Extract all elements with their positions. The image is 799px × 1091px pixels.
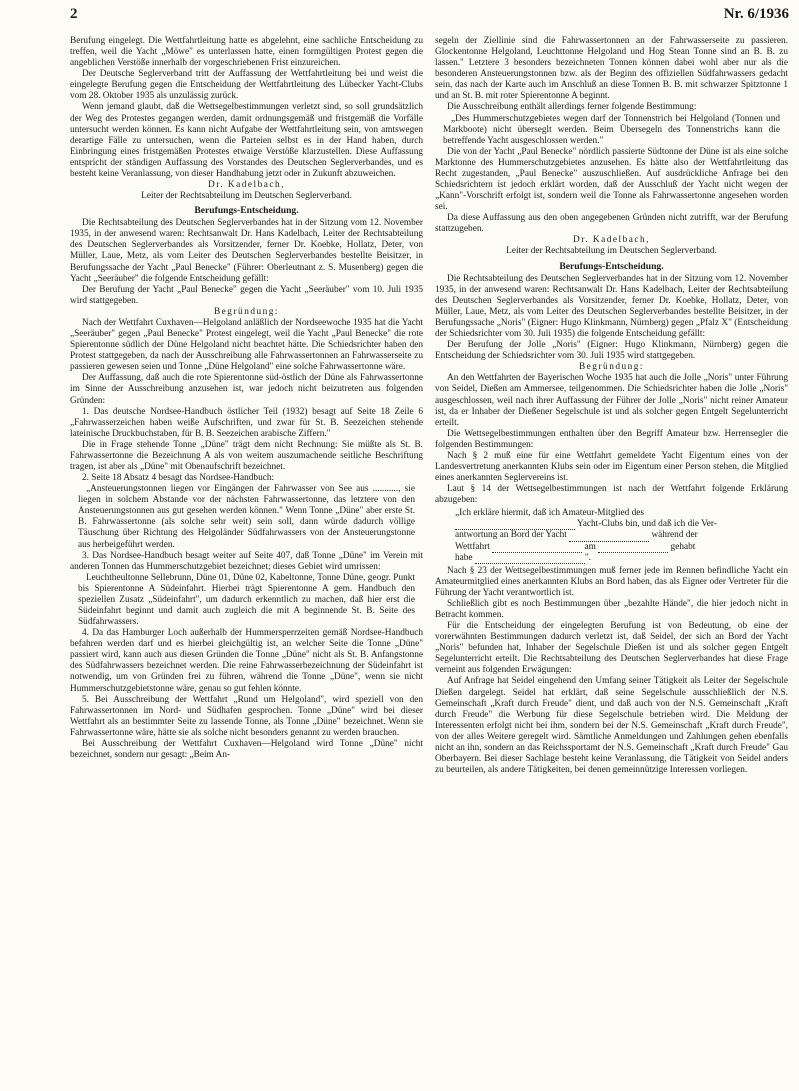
right-column — [435, 36, 788, 776]
form-text: „Ich erkläre hiermit, daß ich Amateur-Mitglied des — [455, 508, 645, 519]
paragraph: Laut § 14 der Wettsegelbestimmungen ist nach der Wettfahrt folgende Erklärung abzugeben: — [435, 484, 788, 506]
paragraph: 5. Bei Ausschreibung der Wettfahrt „Rund um Helgoland", wird speziell von den Fahrwassertonnen im Nord- und Südhafen gesprochen. Tonne „Düne" wird bei dieser Wettfahrt als an bestimmter Seite zu lassende Tonne, als Tonne „Düne" bezeichnet. Wenn sie Fahrwassertonne wäre, hätte sie als solche nicht besonders genannt zu werden brauchen. — [70, 694, 423, 738]
issue-number: Nr. 6/1936 — [723, 6, 789, 22]
paragraph: 2. Seite 18 Absatz 4 besagt das Nordsee-Handbuch: — [82, 473, 275, 484]
paragraph: An den Wettfahrten der Bayerischen Woche 1935 hat auch die Jolle „Noris" unter Führung von Seidel, Dießen am Ammersee, teilgenommen. Die Schiedsrichter haben die Jolle „Noris" ausgeschlossen, weil nach ihrer Auffassung der Führer der Jolle „Noris" nicht reiner Amateur ist, da er Inhaber der Dießener Segelschule ist und als solcher gegen Entgelt Segelunterricht erteilt. — [435, 373, 788, 428]
form-blank — [475, 554, 585, 564]
form-text: gehabt — [670, 541, 696, 552]
left-column — [70, 36, 423, 776]
quote: „Des Hummerschutzgebietes wegen darf der Tonnenstrich bei Helgoland (Tonnen und Markboote) nicht überseglt werden. Beim Übersegeln des Tonnenstrichs kann die betreffende Yacht ausgeschlossen werden." — [443, 113, 780, 146]
paragraph: Nach der Wettfahrt Cuxhaven—Helgoland anläßlich der Nordseewoche 1935 hat die Yacht „Seeräuber" gegen „Paul Benecke" Protest eingelegt, weil die Yacht „Paul Benecke" die rote Spierentonne südlich der Düne Helgoland nicht beachtet hätte. Die Schiedsrichter haben den Protest stattgegeben, da nach der Ausschreibung alle Fahrwassertonnen an Fahrwasserseite zu passieren gewesen seien und Tonne „Düne Helgoland" eine solche Fahrwassertonne wäre. — [70, 317, 423, 373]
form-text: antwortung an Bord der Yacht — [455, 530, 567, 541]
form-blank — [569, 532, 649, 542]
form-text: Yacht-Clubs bin, und daß ich die Ver- — [576, 519, 717, 530]
form-blank — [455, 520, 575, 530]
section-heading: Berufungs-Entscheidung. — [559, 260, 664, 272]
signature-name: Dr. Kadelbach, — [572, 235, 651, 246]
paragraph: Auf Anfrage hat Seidel eingehend den Umfang seiner Tätigkeit als Leiter der Segelschule Dießen dargelegt. Seidel hat erklärt, daß seine Segelschule ausschließlich der N.S. Gemeinschaft „Kraft durch Freude" dient, und daß auch von der N.S. Gemeinschaft „Kraft durch Freude" die Werbung für diese Segelschule betrieben wird. Die Meldung der Interessenten erfolgt nicht bei ihm, sondern bei der N.S. Gemeinschaft „Kraft durch Freude", von der alles Weitere geregelt wird. Sämtliche Anmeldungen und Zahlungen gehen ebenfalls nicht an ihn, sondern an das Reichssportamt der N.S. Gemeinschaft „Kraft durch Freude" Gau Oberbayern. Bei dieser Sachlage besteht keine Veranlassung, die Tätigkeit von Seidel anders zu beurteilen, als andere Tätigkeiten, bei denen gemeinnützige Interessen vorliegen. — [435, 676, 788, 776]
form-text: habe — [455, 552, 473, 563]
paragraph: Schließlich gibt es noch Bestimmungen über „bezahlte Hände", die hier jedoch nicht in Betracht kommen. — [435, 598, 788, 620]
section-heading: Berufungs-Entscheidung. — [194, 205, 299, 217]
paragraph: Die Ausschreibung enthält allerdings ferner folgende Bestimmung: — [447, 102, 697, 113]
paragraph: Der Berufung der Yacht „Paul Benecke" gegen die Yacht „Seeräuber" vom 10. Juli 1935 wird stattgegeben. — [70, 284, 423, 306]
quote: „Ansteuerungstonnen liegen vor Eingängen der Fahrwasser von See aus ..........., sie liegen in solchem Abstande vor der nächsten Fahrwassertonne, das letztere von den Ansteuerungstonnen aus gut gesehen werden können." Wenn Tonne „Düne" aber erste St. B. Fahrwassertonne (als solche sehr weit) sein soll, dann würde dadurch völlige Täuschung über Richtung des Helgoländer Südfahrwassers von der Ansteuerungstonne aus herbeigeführt werden. — [78, 484, 415, 550]
columns — [70, 36, 789, 776]
running-head — [70, 6, 789, 36]
form-blank — [492, 543, 582, 553]
paragraph: Der Deutsche Seglerverband tritt der Auffassung der Wettfahrtleitung bei und weist die eingelegte Berufung gegen die Entscheidung der Wettfahrtleitung des Lübecker Yacht-Clubs vom 28. Oktober 1935 als unzulässig zurück. — [70, 69, 423, 102]
paragraph: Da diese Auffassung aus den oben angegebenen Gründen nicht zutrifft, war der Berufung stattzugeben. — [435, 213, 788, 235]
paragraph: 1. Das deutsche Nordsee-Handbuch östlicher Teil (1932) besagt auf Seite 18 Zeile 6 „Fahrwasserzeichen haben weiße Aufschriften, und zwar für St. B. Seezeichen stehende lateinische Druckbuchstaben, für B. B. Seezeichen arabische Ziffern." — [70, 406, 423, 439]
paragraph: segeln der Ziellinie sind die Fahrwassertonnen an der Fahrwasserseite zu passieren. Glockentonne Helgoland, Leuchttonne Helgoland und Hog Stean Tonne sind an B. B. zu lassen." Letztere 3 besonders bezeichneten Tonnen können dabei wohl aber nur als die besonderen Ansteuerungstonnen bzw. als der Beginn des offiziellen Südfahrwassers gedacht sein, das nach der Karte auch im Anschluß an diese Tonnen B. B. mit schwarzer Spitztonne 1 und an St. B. mit roter Spierentonne A beginnt. — [435, 36, 788, 102]
signature-name: Dr. Kadelbach, — [207, 180, 286, 191]
paragraph: Die Wettsegelbestimmungen enthalten über den Begriff Amateur bzw. Herrensegler die folgenden Bestimmungen: — [435, 428, 788, 450]
paragraph: Die Rechtsabteilung des Deutschen Seglerverbandes hat in der Sitzung vom 12. November 1935, in der anwesend waren: Rechtsanwalt Dr. Hans Kadelbach, Leiter der Rechtsabteilung des Deutschen Seglerverbandes als Vorsitzender, ferner Dr. Koebke, Hollatz, Deter, von Müller, Laue, Metz, als vom Leiter des Deutschen Seglerverbandes bestellte Beisitzer, in Berufungssache der Yacht „Paul Benecke" (Führer: Oberleutnant z. S. Musenberg) gegen die Yacht „Seeräuber" die folgende Entscheidung gefällt: — [70, 218, 423, 284]
paragraph: Die Rechtsabteilung des Deutschen Seglerverbandes hat in der Sitzung vom 12. November 1935, in der anwesend waren: Rechtsanwalt Dr. Hans Kadelbach, Leiter der Rechtsabteilung des Deutschen Seglerverbandes als Vorsitzender, ferner Dr. Koebke, Hollatz, Deter, von Müller, Laue, Metz, als vom Leiter des Deutschen Seglerverbandes bestellte Beisitzer, in der Berufungssache „Noris" (Eigner: Hugo Klinkmann, Nürnberg) gegen „Pfalz X" (Entscheidung der Schiedsrichter vom 30. Juli 1935) die folgende Entscheidung gefällt: — [435, 273, 788, 340]
declaration-form — [455, 508, 778, 563]
form-text: am — [584, 541, 596, 552]
paragraph: Der Berufung der Jolle „Noris" (Eigner: Hugo Klinkmann, Nürnberg) gegen die Entscheidung der Schiedsrichter vom 30. Juli 1935 wird stattgegeben. — [435, 340, 788, 362]
form-text: während der — [651, 530, 698, 541]
begruendung-heading: Begründung: — [578, 362, 645, 373]
paragraph: Nach § 2 muß eine für eine Wettfahrt gemeldete Yacht Eigentum eines von der Landesvertretung anerkannten Klubs sein oder im Eigentum einer Person stehen, die Mitglied eines anerkannten Seglervereins ist. — [435, 450, 788, 484]
paragraph: Wenn jemand glaubt, daß die Wettsegelbestimmungen verletzt sind, so soll grundsätzlich der Weg des Protestes gegangen werden, damit ordnungsgemäß und fristgemäß die Vorfälle untersucht werden können. Es kann nicht Aufgabe der Wettfahrtleitung sein, von amtswegen derartige Fälle zu untersuchen, wenn die Parteien selbst es in der Hand haben, durch Einbringung eines fristgemäßen Protestes etwaige Verstöße klarzustellen. Diese Auffassung entspricht der ständigen Auffassung des Vorstandes des Deutschen Seglerverbandes, und es besteht keine Veranlassung, von dieser Handhabung jetzt oder in Zukunft abzuweichen. — [70, 102, 423, 179]
signature-title: Leiter der Rechtsabteilung im Deutschen Seglerverband. — [141, 191, 352, 202]
paragraph: Nach § 23 der Wettsegelbestimmungen muß ferner jede im Rennen befindliche Yacht ein Amateurmitglied eines anerkannten Klubs an Bord haben, das als Eigner oder Vertreter für die Führung der Yacht verantwortlich ist. — [435, 565, 788, 598]
form-text: Wettfahrt — [455, 541, 490, 552]
paragraph: Die in Frage stehende Tonne „Düne" trägt dem nicht Rechnung: Sie müßte als St. B. Fahrwassertonne die Bezeichnung A als von weitem auszumachende seitliche Beschriftung tragen, ist aber als „Düne" mit Obenaufschrift bezeichnet. — [70, 439, 423, 472]
signature-title: Leiter der Rechtsabteilung im Deutschen Seglerverband. — [506, 246, 717, 257]
paragraph: 4. Da das Hamburger Loch außerhalb der Hummersperrzeiten gemäß Nordsee-Handbuch befahren werden darf und es hierbei gleichgültig ist, an welcher Seite die Tonne „Düne" passiert wird, kann auch aus diesen Gründen die Tonne „Düne" nicht als St. B. Anfangstonne des Südfahrwassers bezeichnet werden. Die reine Fahrwasserbezeichnung der Südeinfahrt ist notwendig, um von Gründen frei zu führen, während die Tonne „Düne", wenn sie nicht Hummerschutzgebietstonne wäre, genau so gut fehlen könnte. — [70, 628, 423, 694]
paragraph: Für die Entscheidung der eingelegten Berufung ist von Bedeutung, ob eine der vorerwähnten Bestimmungen dadurch verletzt ist, daß Seidel, der sich an Bord der Yacht „Noris" befunden hat, Inhaber der Segelschule Dießen ist und als solcher gegen Entgelt Segelunterricht erteilt. Die Rechtsabteilung des Deutschen Seglerverbandes hat diese Frage verneint aus folgenden Erwägungen: — [435, 621, 788, 676]
paragraph: 3. Das Nordsee-Handbuch besagt weiter auf Seite 407, daß Tonne „Düne" im Verein mit anderen Tonnen das Hummerschutzgebiet bezeichnet; dieses Gebiet wird umrissen: — [70, 550, 423, 572]
form-blank — [598, 543, 668, 553]
form-text: ". — [584, 552, 592, 563]
paragraph: Berufung eingelegt. Die Wettfahrtleitung hatte es abgelehnt, eine sachliche Entscheidung zu treffen, weil die Yacht „Möwe" es unterlassen hatte, einen formgültigen Protest gegen die angeblichen Verstöße innerhalb der vorgeschriebenen Frist einzureichen. — [70, 36, 423, 69]
quote: Leuchtheultonne Sellebrunn, Düne 01, Düne 02, Kabeltonne, Tonne Düne, geogr. Punkt bis Spierentonne A Südeinfahrt. Hierbei trägt Spierentonne A gem. Handbuch den speziellen Zusatz „Südeinfahrt", um dadurch erkenntlich zu machen, daß hier erst die Südeinfahrt beginnt und damit auch zugleich die mit A beginnende St. B. Seite des Südfahrwassers. — [78, 572, 415, 628]
begruendung-heading: Begründung: — [213, 306, 280, 317]
paragraph: Die von der Yacht „Paul Benecke" nördlich passierte Südtonne der Düne ist als eine solche Marktonne des Hummerschutzgebietes anzusehen. Es hätte also der Wettfahrtleitung das Recht zugestanden, „Paul Benecke" auszuschließen. Auf ausdrückliche Anfrage bei den Schiedsrichtern ist jedoch erklärt worden, daß der Ausschluß der Yacht nicht wegen der „Kann"-Vorschrift erfolgt ist, sondern weil die Tonne als Fahrwassertonne angesehen worden sei. — [435, 146, 788, 213]
paragraph: Bei Ausschreibung der Wettfahrt Cuxhaven—Helgoland wird Tonne „Düne" nicht bezeichnet, sondern nur gesagt: „Beim An- — [70, 738, 423, 760]
paragraph: Der Auffassung, daß auch die rote Spierentonne süd-östlich der Düne als Fahrwassertonne im Sinne der Ausschreibung anzusehen ist, war jedoch nicht beizutreten aus folgenden Gründen: — [70, 373, 423, 406]
page-number: 2 — [70, 6, 78, 22]
